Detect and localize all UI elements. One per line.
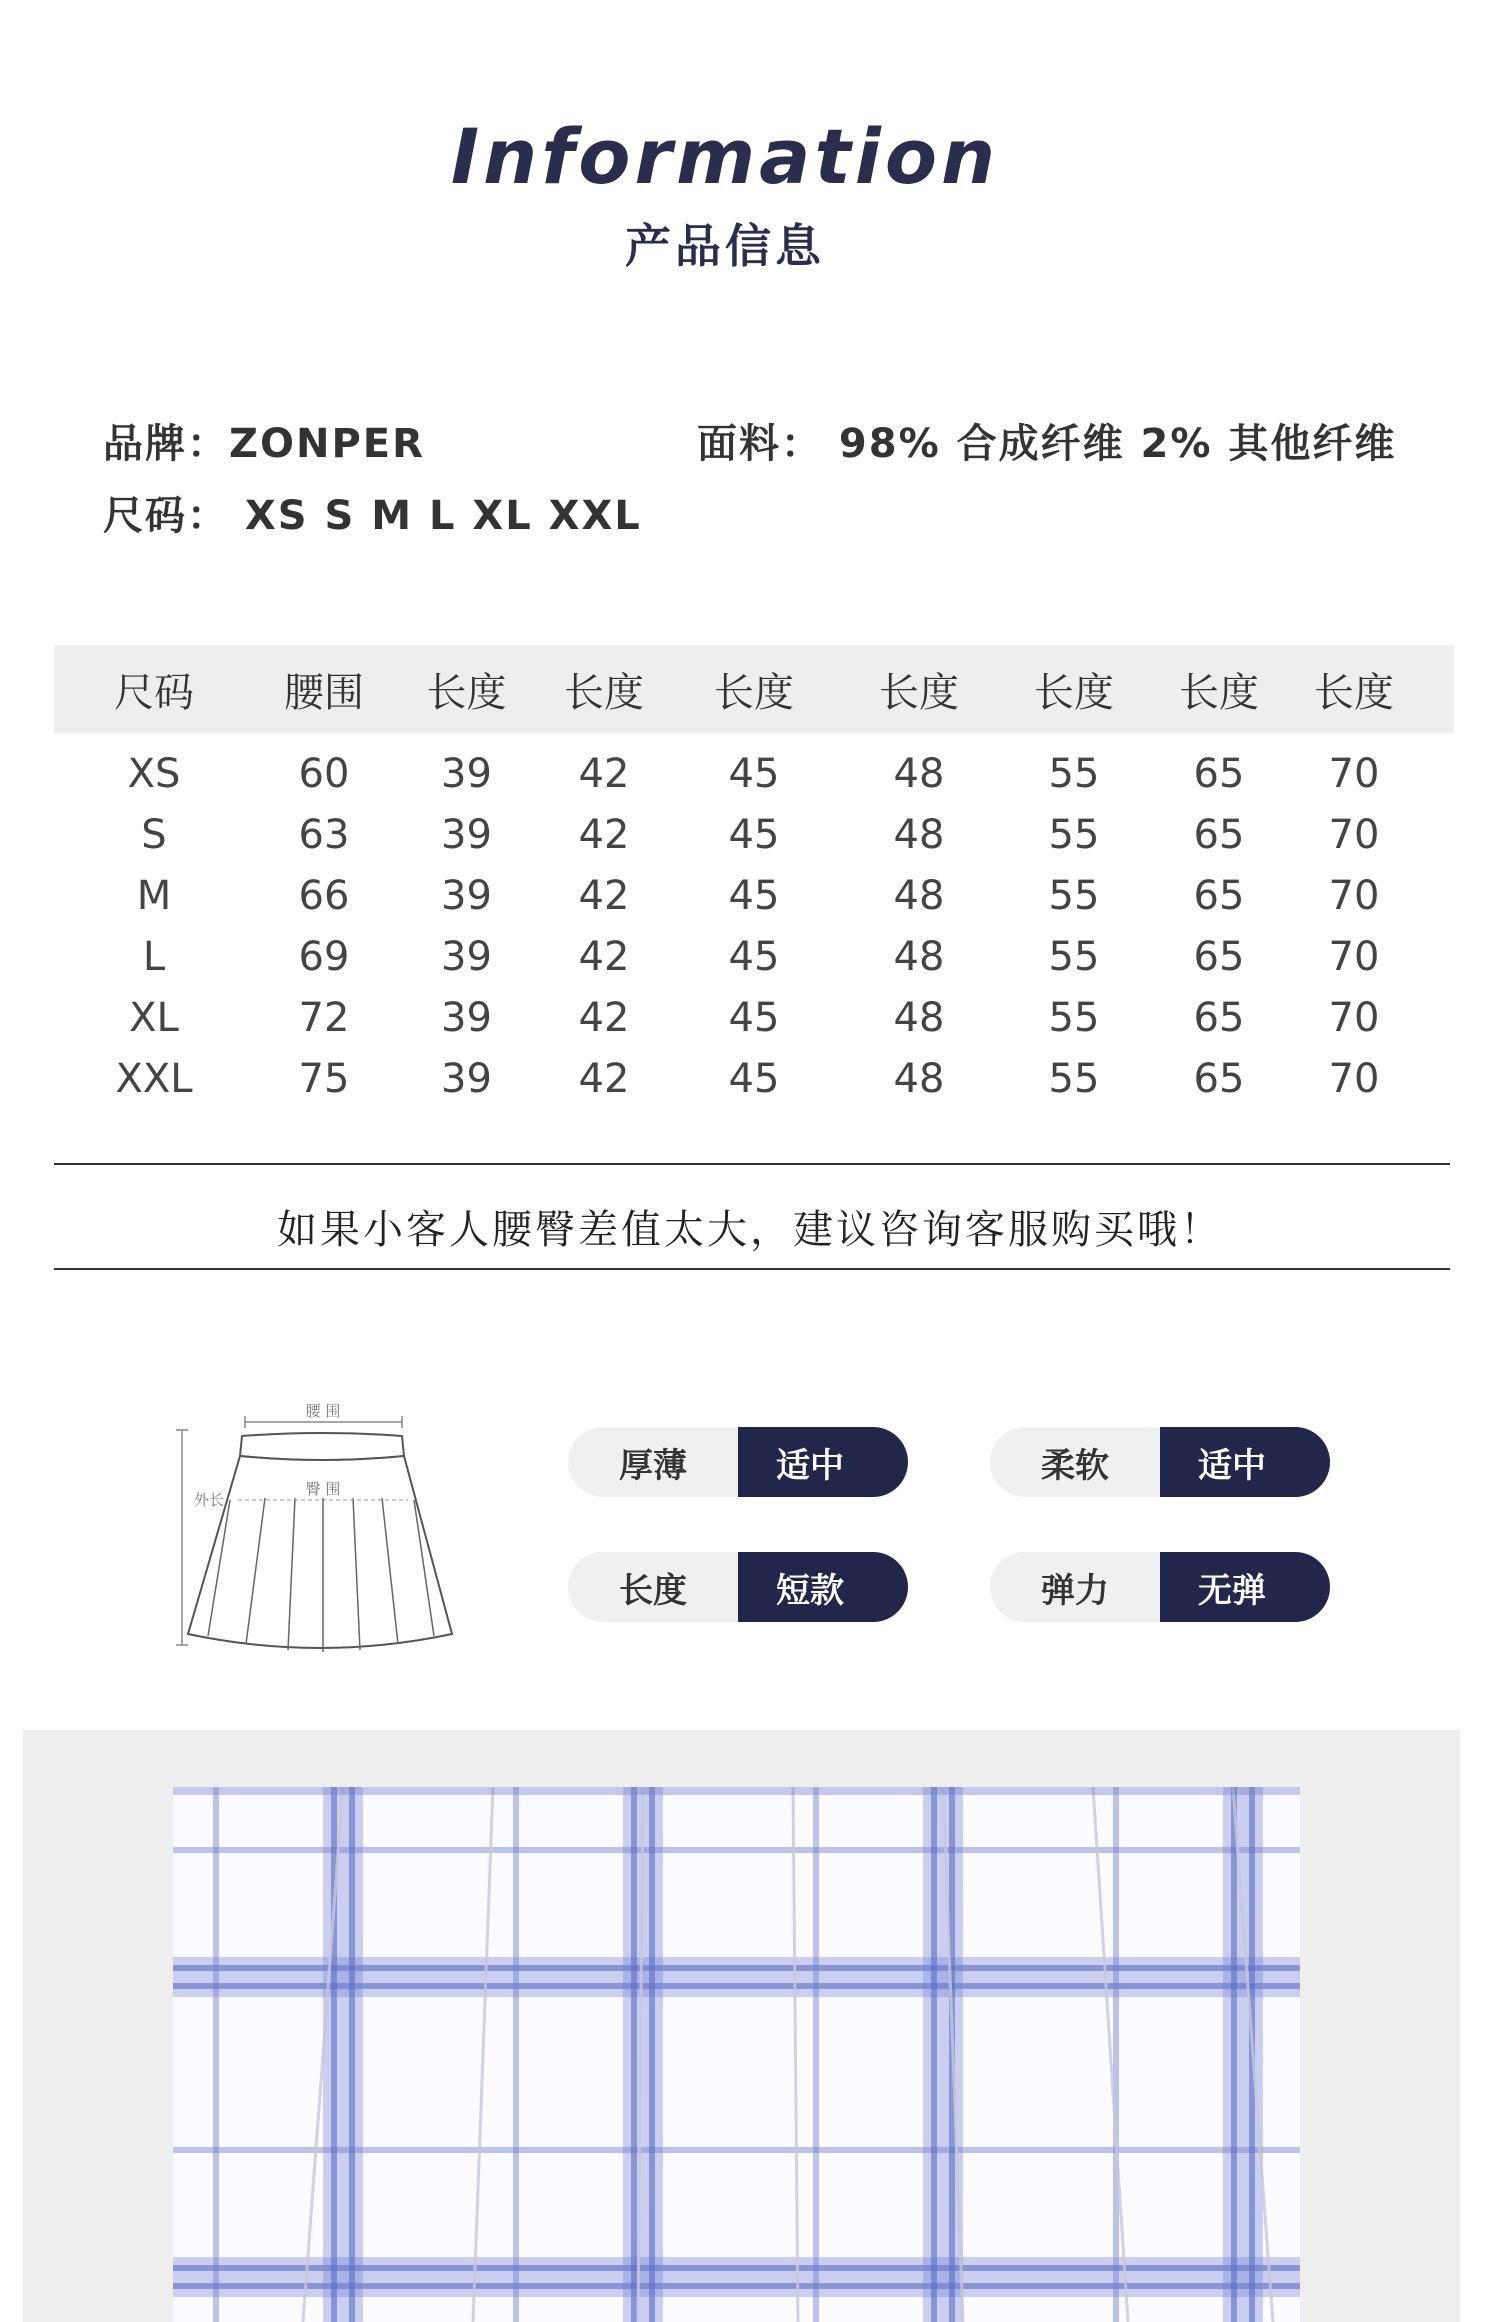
measure-cell: 39 xyxy=(441,933,492,980)
plaid-fabric-image xyxy=(173,1787,1300,2322)
measure-cell: 65 xyxy=(1193,994,1245,1041)
attribute-elasticity xyxy=(990,1552,1330,1622)
measure-cell: 42 xyxy=(578,750,630,797)
header-cell-waist: 腰围 xyxy=(284,669,364,716)
attribute-label: 厚薄 xyxy=(568,1427,738,1497)
measure-cell: 55 xyxy=(1048,872,1100,919)
size-cell: XL xyxy=(129,994,179,1041)
measure-cell: 42 xyxy=(578,1055,630,1102)
length-label: 外长 xyxy=(194,1491,225,1509)
measure-cell: 42 xyxy=(578,994,630,1041)
measure-cell: 39 xyxy=(441,872,492,919)
measure-cell: 45 xyxy=(728,994,780,1041)
measure-cell: 45 xyxy=(728,811,780,858)
waistband xyxy=(240,1433,404,1460)
fabric-info: 面料： 98% 合成纤维 2% 其他纤维 xyxy=(697,421,1397,467)
measure-cell: 45 xyxy=(728,1055,780,1102)
measure-cell: 65 xyxy=(1193,933,1245,980)
size-list-info: 尺码： XS S M L XL XXL xyxy=(103,493,642,539)
header-cell-length: 长度 xyxy=(426,669,507,716)
size-advice-note: 如果小客人腰臀差值太大，建议咨询客服购买哦！ xyxy=(277,1207,1223,1253)
measure-cell: 55 xyxy=(1048,994,1100,1041)
attribute-label: 长度 xyxy=(568,1552,738,1622)
measure-cell: 42 xyxy=(578,811,630,858)
measure-cell: 45 xyxy=(728,933,780,980)
attribute-softness xyxy=(990,1427,1330,1497)
brand-info: 品牌：ZONPER xyxy=(103,421,425,467)
divider-top xyxy=(54,1163,1450,1165)
measure-cell: 39 xyxy=(441,1055,492,1102)
measure-cell: 48 xyxy=(893,994,945,1041)
measure-cell: 45 xyxy=(728,872,780,919)
measure-cell: 48 xyxy=(893,750,945,797)
size-cell: XXL xyxy=(115,1055,193,1102)
measure-cell: 39 xyxy=(441,811,492,858)
skirt-diagram xyxy=(170,1400,470,1660)
measure-cell: 42 xyxy=(578,872,630,919)
measure-cell: 55 xyxy=(1048,811,1100,858)
measure-cell: 65 xyxy=(1193,1055,1245,1102)
header-cell-size: 尺码 xyxy=(114,669,194,716)
measure-cell: 70 xyxy=(1328,994,1380,1041)
attribute-length xyxy=(568,1552,908,1622)
attribute-value: 适中 xyxy=(1160,1427,1330,1497)
measure-cell: 65 xyxy=(1193,811,1245,858)
measure-cell: 70 xyxy=(1328,933,1380,980)
measure-cell: 55 xyxy=(1048,933,1100,980)
header-cell-length: 长度 xyxy=(714,669,794,716)
waist-label: 腰 围 xyxy=(305,1402,341,1420)
table-row xyxy=(54,987,1454,1048)
measure-cell: 65 xyxy=(1193,872,1245,919)
measure-cell: 48 xyxy=(893,811,945,858)
measure-cell: 63 xyxy=(298,811,350,858)
attribute-label: 柔软 xyxy=(990,1427,1160,1497)
page-title-english: Information xyxy=(450,112,1000,201)
measure-cell: 70 xyxy=(1328,750,1380,797)
measure-cell: 39 xyxy=(441,750,492,797)
plaid-skirt-photo xyxy=(173,1787,1300,2322)
measure-cell: 72 xyxy=(298,994,350,1041)
attribute-value: 短款 xyxy=(738,1552,908,1622)
measure-cell: 60 xyxy=(298,750,350,797)
measure-cell: 48 xyxy=(893,1055,945,1102)
measure-cell: 75 xyxy=(298,1055,350,1102)
hip-label: 臀 围 xyxy=(305,1480,341,1498)
divider-bottom xyxy=(54,1268,1450,1270)
size-table-header xyxy=(54,645,1454,733)
table-row xyxy=(54,926,1454,987)
measure-cell: 70 xyxy=(1328,1055,1380,1102)
header-cell-length: 长度 xyxy=(879,669,959,716)
measure-cell: 39 xyxy=(441,994,492,1041)
measure-cell: 55 xyxy=(1048,750,1100,797)
measure-cell: 69 xyxy=(298,933,350,980)
attribute-thickness xyxy=(568,1427,908,1497)
measure-cell: 70 xyxy=(1328,811,1380,858)
attribute-value: 无弹 xyxy=(1160,1552,1330,1622)
table-row xyxy=(54,865,1454,926)
measure-cell: 42 xyxy=(578,933,630,980)
page-title-chinese: 产品信息 xyxy=(625,219,825,273)
table-row xyxy=(54,804,1454,865)
size-cell: L xyxy=(142,933,166,980)
measure-cell: 66 xyxy=(298,872,350,919)
table-row xyxy=(54,1048,1454,1109)
header-cell-length: 长度 xyxy=(564,669,644,716)
table-row xyxy=(54,743,1454,804)
header-cell-length: 长度 xyxy=(1034,669,1114,716)
size-cell: S xyxy=(141,811,167,858)
measure-cell: 65 xyxy=(1193,750,1245,797)
attribute-label: 弹力 xyxy=(990,1552,1160,1622)
measure-cell: 48 xyxy=(893,872,945,919)
measure-cell: 70 xyxy=(1328,872,1380,919)
measure-cell: 55 xyxy=(1048,1055,1100,1102)
header-cell-length: 长度 xyxy=(1314,669,1394,716)
size-cell: M xyxy=(136,872,172,919)
header-cell-length: 长度 xyxy=(1179,669,1259,716)
measure-cell: 45 xyxy=(728,750,780,797)
measure-cell: 48 xyxy=(893,933,945,980)
size-table xyxy=(54,645,1454,1109)
attribute-value: 适中 xyxy=(738,1427,908,1497)
size-cell: XS xyxy=(127,750,181,797)
size-table-body xyxy=(54,743,1454,1109)
